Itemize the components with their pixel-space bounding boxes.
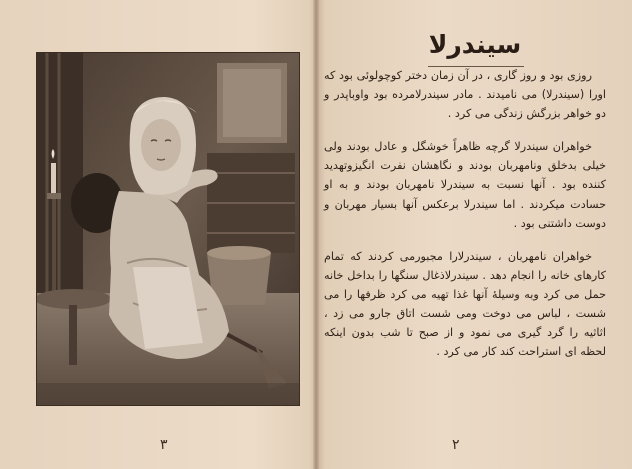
page-number-left: ۳ (160, 437, 168, 453)
story-paragraph-1: روزی بود و روز گاری ، در آن زمان دختر کوچولوئی بود که اورا (سیندرلا) می نامیدند . مادر سیندرلامرده بود واوباپدر و دو خواهر بزرگش زندگی می کرد . (324, 69, 606, 121)
story-paragraph-3: خواهران نامهربان ، سیندرلارا مجبورمی کردند که تمام کارهای خانه را انجام دهد . سیندرلاذغال سنگها را بداخل خانه حمل می کرد وبه وسیلهٔ آنها غذا تهیه می کرد ظرفها را می شست ، لباس می دوخت ومی شست اتاق جارو می زد ، اثاثیه را گرد گیری می نمود و از صبح تا شب بدون اینکه لحظه ای استراحت کند کار می کرد . (324, 249, 606, 359)
page-number-right: ۲ (452, 437, 460, 453)
story-text (324, 66, 606, 375)
story-paragraph-2: خواهران سیندرلا گرچه ظاهراً خوشگل و عادل بودند ولی خیلی بدخلق ونامهربان بودند و نگاهشان نفرت انگیزوتهدید کننده بود . آنها نسبت به سیندرلا نامهربان بودند و به او حسادت میکردند . اما سیندرلا برعکس آنها بسیار مهربان و دوست داشتنی بود . (324, 140, 606, 230)
left-page (0, 0, 315, 469)
right-page (318, 0, 632, 469)
girl-by-fireplace-illustration (36, 52, 300, 406)
story-title: سیندرلا (428, 30, 522, 59)
